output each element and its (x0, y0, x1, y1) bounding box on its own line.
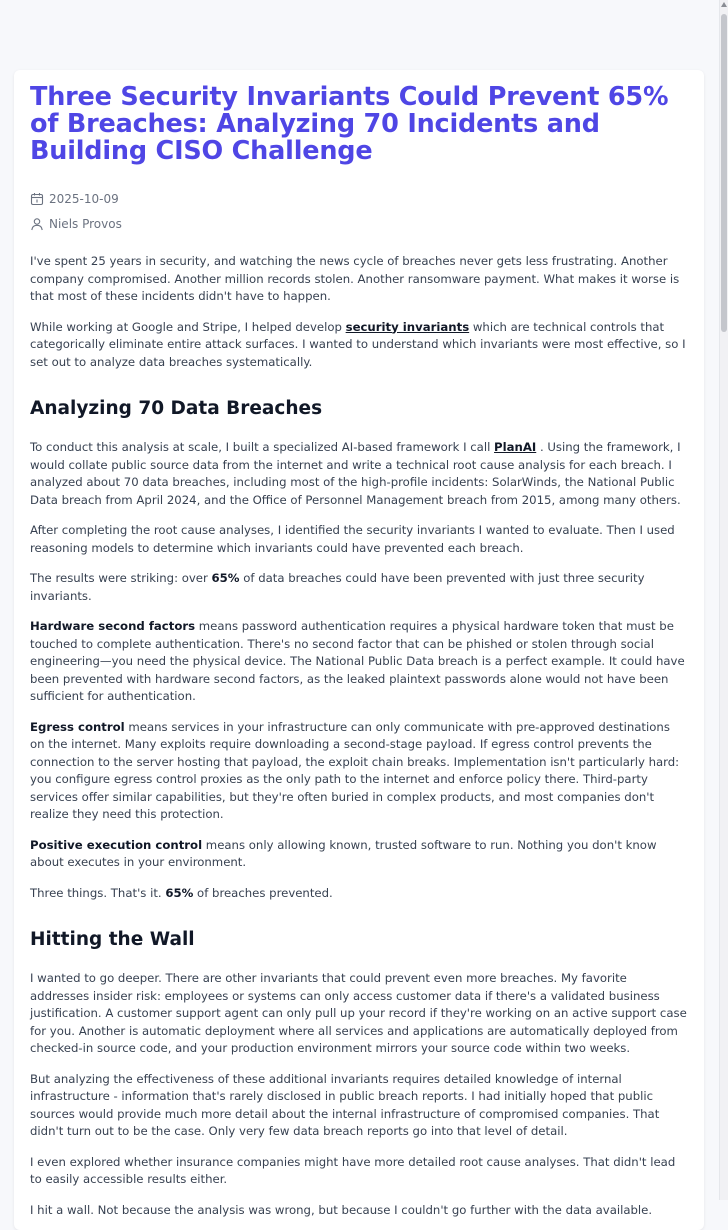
article-meta (30, 191, 688, 232)
section2-paragraph-1: I wanted to go deeper. There are other invariants that could prevent even more breaches. My favorite addresses insider risk: employees or systems can only access customer data if there's a validated business justification. A customer support agent can only pull up your record if they're working on an active support case for you. Another is automatic deployment where all services and applications are automatically deployed from checked-in source code, and your production environment mirrors your source code within two weeks. (30, 971, 687, 1055)
article-title: Three Security Invariants Could Prevent 65% of Breaches: Analyzing 70 Incidents and Building CISO Challenge (30, 82, 669, 166)
article-card (14, 70, 704, 1230)
article-author-row (30, 216, 688, 232)
invariant-name: Egress control (30, 719, 125, 734)
invariant-text: means password authentication requires a physical hardware token that must be touched to complete authentication. There's no second factor that can be phished or stolen through social engineering—you need the physical device. The National Public Data breach is a perfect example. It could have been prevented with hardware second factors, as the leaked plaintext passwords alone would not have been sufficient for authentication. (30, 619, 685, 703)
section1-summary (30, 885, 688, 903)
section2-paragraph-2: But analyzing the effectiveness of these additional invariants requires detailed knowledge of internal infrastructure - information that's rarely disclosed in public breach reports. I had initially hoped that public sources would provide much more detail about the internal infrastructure of compromised companies. That didn't turn out to be the case. Only very few data breach reports go into that level of detail. (30, 1071, 660, 1138)
section2-paragraph-4: I hit a wall. Not because the analysis was wrong, but because I couldn't go further with the data available. (30, 1202, 653, 1217)
highlight-percent: 65% (211, 571, 240, 585)
section1-paragraph-3 (30, 570, 688, 605)
invariant-hardware-second-factors (30, 618, 688, 706)
intro-paragraph: I've spent 25 years in security, and watching the news cycle of breaches never gets less frustrating. Another company compromised. Another million records stolen. Another ransomware payment. What makes it worse is that most of these incidents didn't have to happen. (30, 254, 680, 303)
text-segment: of data breaches could have been prevented with just three security invariants. (30, 571, 645, 603)
page-scrollbar[interactable] (719, 0, 728, 1200)
text-segment: of breaches prevented. (193, 885, 333, 900)
calendar-icon (30, 192, 44, 206)
article-body (30, 253, 688, 1219)
text-segment: Three things. That's it. (30, 885, 166, 900)
invariant-text: means only allowing known, trusted software to run. Nothing you don't know about executes in your environment. (30, 837, 657, 869)
invariant-name: Positive execution control (30, 837, 203, 852)
user-icon (30, 217, 44, 231)
article-date: 2025-10-09 (49, 192, 119, 206)
invariant-name: Hardware second factors (30, 619, 196, 633)
text-segment: . Using the framework, I would collate public source data from the internet and write a technical root cause analysis for each breach. I analyzed about 70 data breaches, including most of the high-profile incidents: SolarWinds, the National Public Data breach from April 2024, and the Office of Personnel Management breach from 2015, among many others. (30, 440, 681, 507)
security-invariants-link[interactable]: security invariants (345, 319, 470, 334)
section1-paragraph-1 (30, 439, 688, 509)
section-heading-hitting-the-wall: Hitting the Wall (30, 929, 195, 950)
scrollbar-thumb[interactable] (721, 14, 727, 332)
scroll-up-arrow-icon[interactable] (721, 2, 727, 7)
invariant-positive-execution-control (30, 837, 688, 872)
section1-paragraph-2: After completing the root cause analyses, I identified the security invariants I wanted to evaluate. Then I used reasoning models to determine which invariants could have prevented each breach. (30, 523, 675, 555)
text-segment: The results were striking: over (30, 571, 212, 585)
article-date-row (30, 191, 688, 207)
article-author: Niels Provos (49, 217, 122, 231)
text-segment: which are technical controls that categorically eliminate entire attack surfaces. I wanted to understand which invariants were most effective, so I set out to analyze data breaches systematically. (30, 319, 686, 369)
text-segment: To conduct this analysis at scale, I built a specialized AI-based framework I call (30, 440, 495, 454)
planai-link[interactable]: PlanAI (494, 440, 537, 454)
text-segment: While working at Google and Stripe, I helped develop (30, 319, 346, 334)
intro-paragraph-2 (30, 319, 688, 372)
invariant-text: means services in your infrastructure can only communicate with pre-approved destinations on the internet. Many exploits require downloading a second-stage payload. If egress control prevents the connection to the server hosting that payload, the exploit chain breaks. Implementation isn't particularly hard: you configure egress control proxies as the only path to the internet and enforce policy there. Third-party services offer similar capabilities, but they're often buried in complex products, and most companies don't realize they need this protection. (30, 719, 680, 821)
section2-paragraph-3: I even explored whether insurance companies might have more detailed root cause analyses. That didn't lead to easily accessible results either. (30, 1154, 676, 1186)
section-heading-analyzing: Analyzing 70 Data Breaches (30, 398, 323, 419)
highlight-percent: 65% (165, 885, 194, 900)
invariant-egress-control (30, 719, 688, 824)
